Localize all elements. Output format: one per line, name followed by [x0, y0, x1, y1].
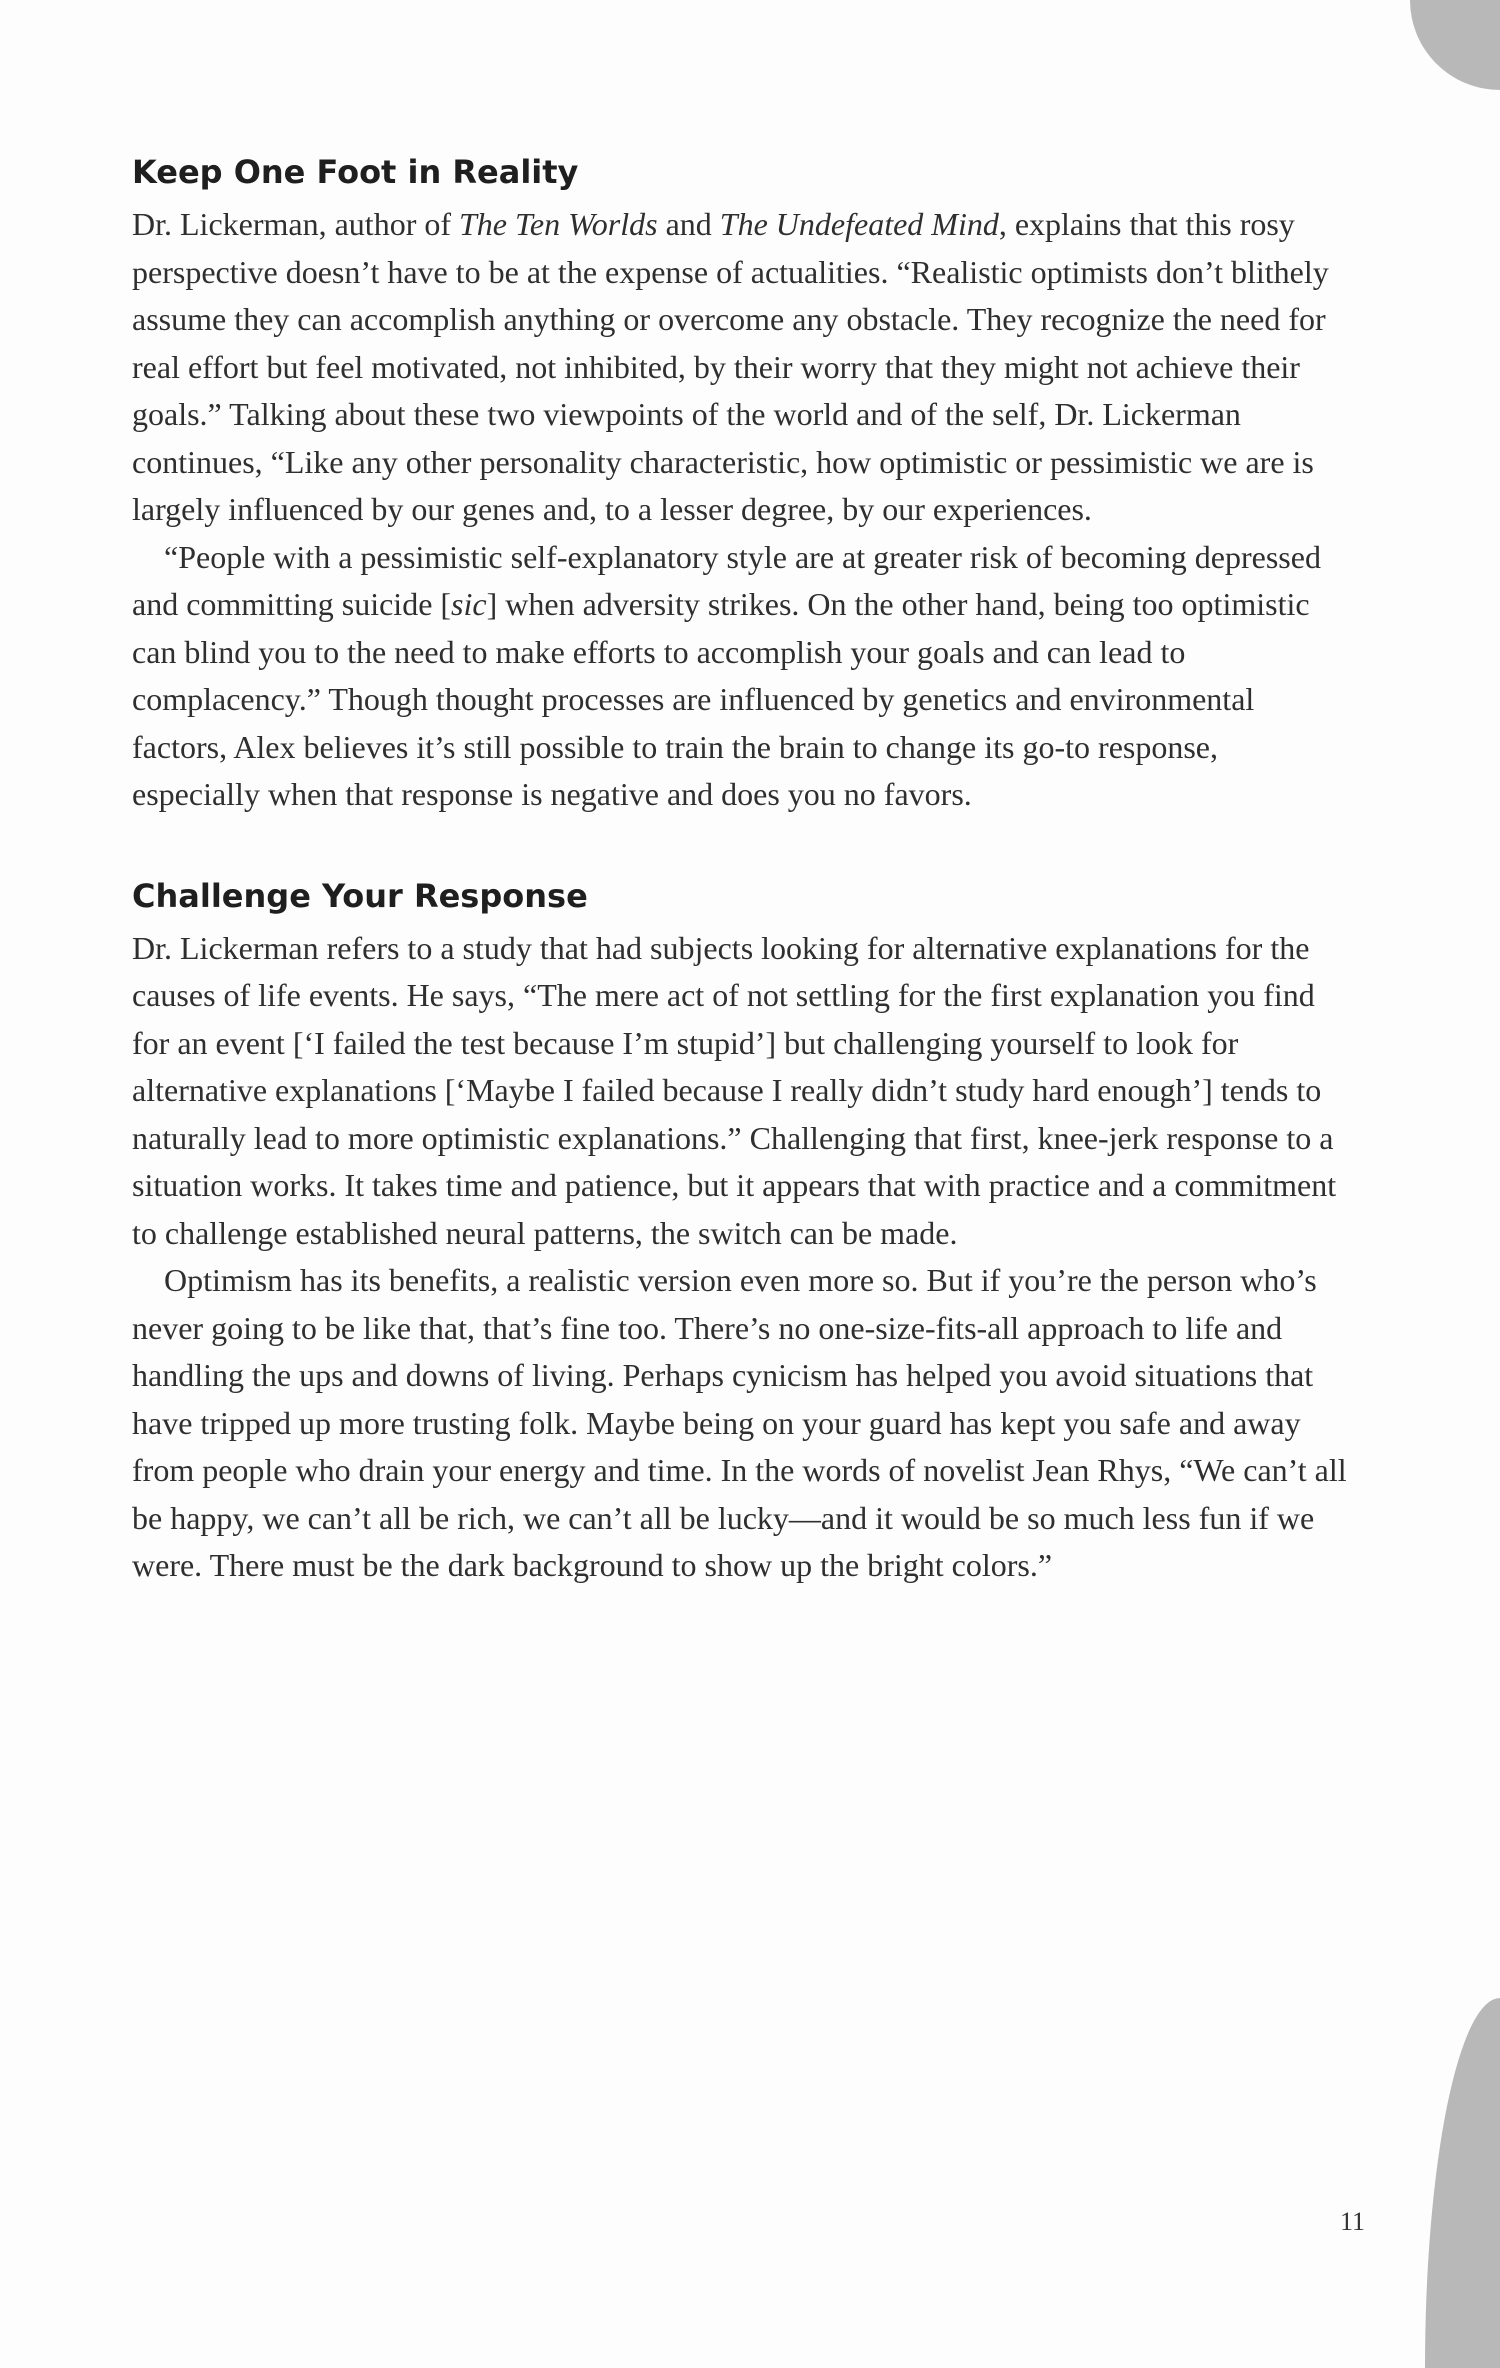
- paragraph-text: , explains that this rosy perspective doesn’t have to be at the expense of actualities. “Realistic optimists don’t blithely assume they can accomplish anything or overcome any obstacle. They recognize the need for real effort but feel motivated, not inhibited, by their worry that they might not achieve their goals.” Talking about these two viewpoints of the world and of the self, Dr. Lickerman continues, “Like any other personality characteristic, how optimistic or pessimistic we are is largely influenced by our genes and, to a lesser degree, by our experiences.: [132, 206, 1329, 527]
- page-corner-shadow-top: [1410, 0, 1500, 90]
- page-number: 11: [1339, 2207, 1365, 2236]
- paragraph-text: ] when adversity strikes. On the other hand, being too optimistic can blind you to the need to make efforts to accomplish your goals and can lead to complacency.” Though thought processes are influenced by genetics and environmental factors, Alex believes it’s still possible to train the brain to change its go-to response, especially when that response is negative and does you no favors.: [132, 586, 1310, 812]
- page-corner-shadow-bottom: [1425, 1998, 1500, 2368]
- paragraph-study: Dr. Lickerman refers to a study that had subjects looking for alternative explanations for the causes of life events. He says, “The mere act of not settling for the first explanation you find for an event [‘I failed the test because I’m stupid’] but challenging yourself to look for alternative explanations [‘Maybe I failed because I really didn’t study hard enough’] tends to naturally lead to more optimistic explanations.” Challenging that first, knee-jerk response to a situation works. It takes time and patience, but it appears that with practice and a commitment to challenge established neural patterns, the switch can be made.: [132, 929, 1337, 1251]
- paragraph-lickerman-intro: [132, 201, 1347, 534]
- paragraph-pessimistic-style: [132, 534, 1347, 819]
- page-content: [132, 150, 1347, 1590]
- paragraph-text: Dr. Lickerman, author of: [132, 206, 459, 242]
- paragraph-text: “People with a pessimistic self-explanatory style are at greater risk of becoming depressed and committing suicide [: [132, 538, 1321, 622]
- paragraph-optimism-benefits: Optimism has its benefits, a realistic version even more so. But if you’re the person who’s never going to be like that, that’s fine too. There’s no one-size-fits-all approach to life and handling the ups and downs of living. Perhaps cynicism has helped you avoid situations that have tripped up more trusting folk. Maybe being on your guard has kept you safe and away from people who drain your energy and time. In the words of novelist Jean Rhys, “We can’t all be happy, we can’t all be rich, we can’t all be lucky—and it would be so much less fun if we were. There must be the dark background to show up the bright colors.”: [132, 1262, 1347, 1583]
- book-title-ten-worlds: The Ten Worlds: [459, 206, 658, 242]
- book-title-undefeated-mind: The Undefeated Mind: [719, 206, 999, 242]
- section-heading-challenge-your-response: Challenge Your Response: [132, 876, 588, 915]
- sic-marker: sic: [451, 586, 487, 622]
- paragraph-text: and: [657, 206, 720, 242]
- section-heading-keep-one-foot-in-reality: Keep One Foot in Reality: [132, 153, 579, 191]
